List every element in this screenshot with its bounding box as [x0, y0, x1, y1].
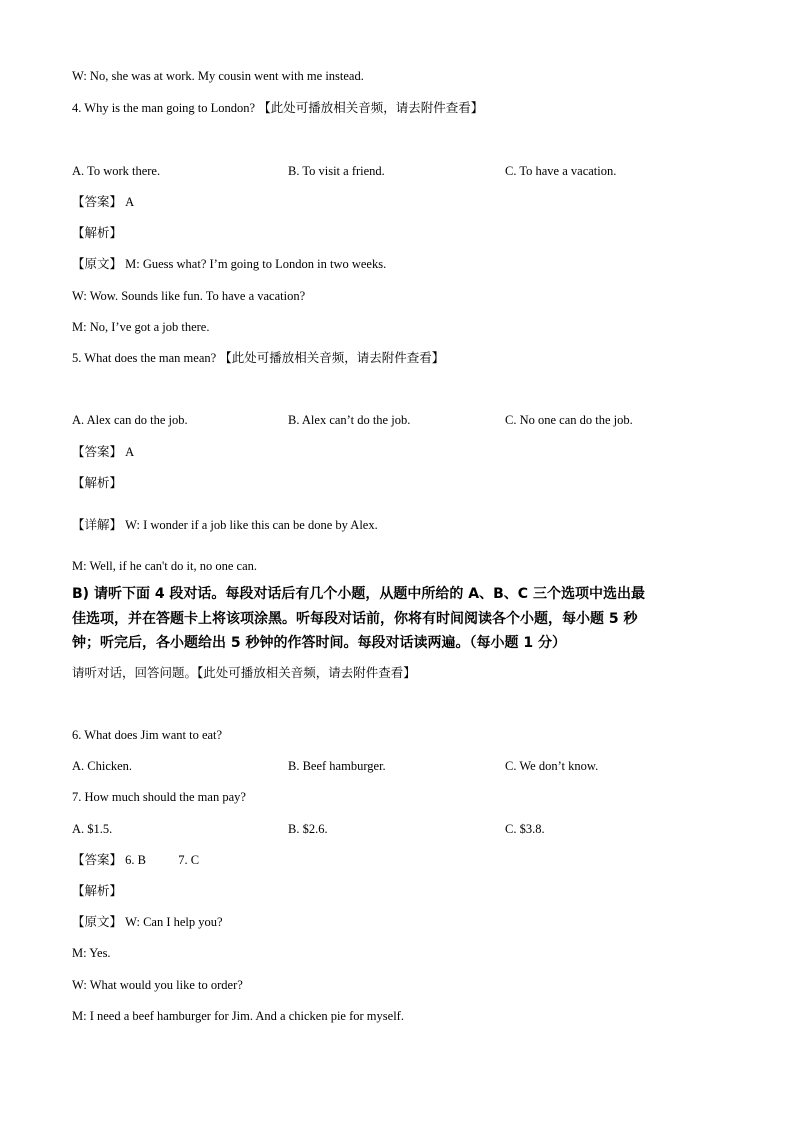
option-b: B. To visit a friend. — [288, 164, 385, 178]
audio-placeholder: 【此处可播放相关音频，请去附件查看】 — [258, 100, 484, 115]
question-7: 7. How much should the man pay? — [72, 790, 246, 804]
original-tag: 【原文】 — [72, 914, 123, 929]
section-b-heading-line-3: 钟；听完后，各小题给出 5 秒钟的作答时间。每段对话读两遍。（每小题 1 分） — [72, 635, 566, 651]
dialogue-line: M: Well, if he can't do it, no one can. — [72, 559, 257, 573]
answer-tag: 【答案】 — [72, 194, 123, 209]
option-b: B. Alex can’t do the job. — [288, 413, 411, 427]
detail-tag: 【详解】 — [72, 517, 123, 532]
dialogue-text: W: Can I help you? — [125, 915, 223, 929]
section-b-instruction: 请听对话，回答问题。【此处可播放相关音频，请去附件查看】 — [72, 665, 416, 680]
option-a: A. Chicken. — [72, 759, 133, 773]
answer-tag: 【答案】 — [72, 444, 123, 459]
original-text-line — [72, 914, 223, 930]
option-a: A. To work there. — [72, 164, 161, 178]
dialogue-line: W: What would you like to order? — [72, 978, 243, 992]
question-4 — [72, 100, 483, 116]
answer-line — [72, 444, 134, 460]
question-6: 6. What does Jim want to eat? — [72, 728, 223, 742]
original-tag: 【原文】 — [72, 256, 123, 271]
answer-value: A — [125, 445, 135, 459]
section-b-heading-line-2: 佳选项，并在答题卡上将该项涂黑。听每段对话前，你将有时间阅读各个小题，每小题 5 秒 — [72, 611, 638, 627]
dialogue-line: M: No, I’ve got a job there. — [72, 320, 210, 334]
analysis-tag: 【解析】 — [72, 475, 123, 490]
detail-line — [72, 517, 378, 533]
dialogue-line: W: Wow. Sounds like fun. To have a vacation? — [72, 289, 306, 303]
option-c: C. To have a vacation. — [505, 164, 617, 178]
audio-placeholder: 【此处可播放相关音频，请去附件查看】 — [219, 350, 445, 365]
option-a: A. Alex can do the job. — [72, 413, 188, 427]
analysis-tag: 【解析】 — [72, 883, 123, 898]
dialogue-line: M: Yes. — [72, 946, 111, 960]
answer-value: 6. B — [125, 853, 146, 867]
option-a: A. $1.5. — [72, 822, 113, 836]
option-b: B. $2.6. — [288, 822, 328, 836]
analysis-tag: 【解析】 — [72, 225, 123, 240]
answer-value: A — [125, 195, 135, 209]
answer-line — [72, 852, 199, 868]
dialogue-text: W: I wonder if a job like this can be done by Alex. — [125, 518, 378, 532]
option-b: B. Beef hamburger. — [288, 759, 386, 773]
option-c: C. No one can do the job. — [505, 413, 633, 427]
dialogue-text: M: Guess what? I’m going to London in two weeks. — [125, 257, 387, 271]
dialogue-line: M: I need a beef hamburger for Jim. And a chicken pie for myself. — [72, 1009, 404, 1023]
answer-value: 7. C — [178, 853, 200, 867]
option-c: C. We don’t know. — [505, 759, 599, 773]
question-text: 4. Why is the man going to London? — [72, 101, 256, 115]
dialogue-line: W: No, she was at work. My cousin went with me instead. — [72, 69, 364, 83]
question-5 — [72, 350, 444, 366]
question-text: 5. What does the man mean? — [72, 351, 217, 365]
answer-line — [72, 194, 134, 210]
original-text-line — [72, 256, 386, 272]
section-b-heading-line-1: B) 请听下面 4 段对话。每段对话后有几个小题，从题中所给的 A、B、C 三个选项中选出最 — [72, 586, 645, 602]
answer-tag: 【答案】 — [72, 852, 123, 867]
option-c: C. $3.8. — [505, 822, 545, 836]
